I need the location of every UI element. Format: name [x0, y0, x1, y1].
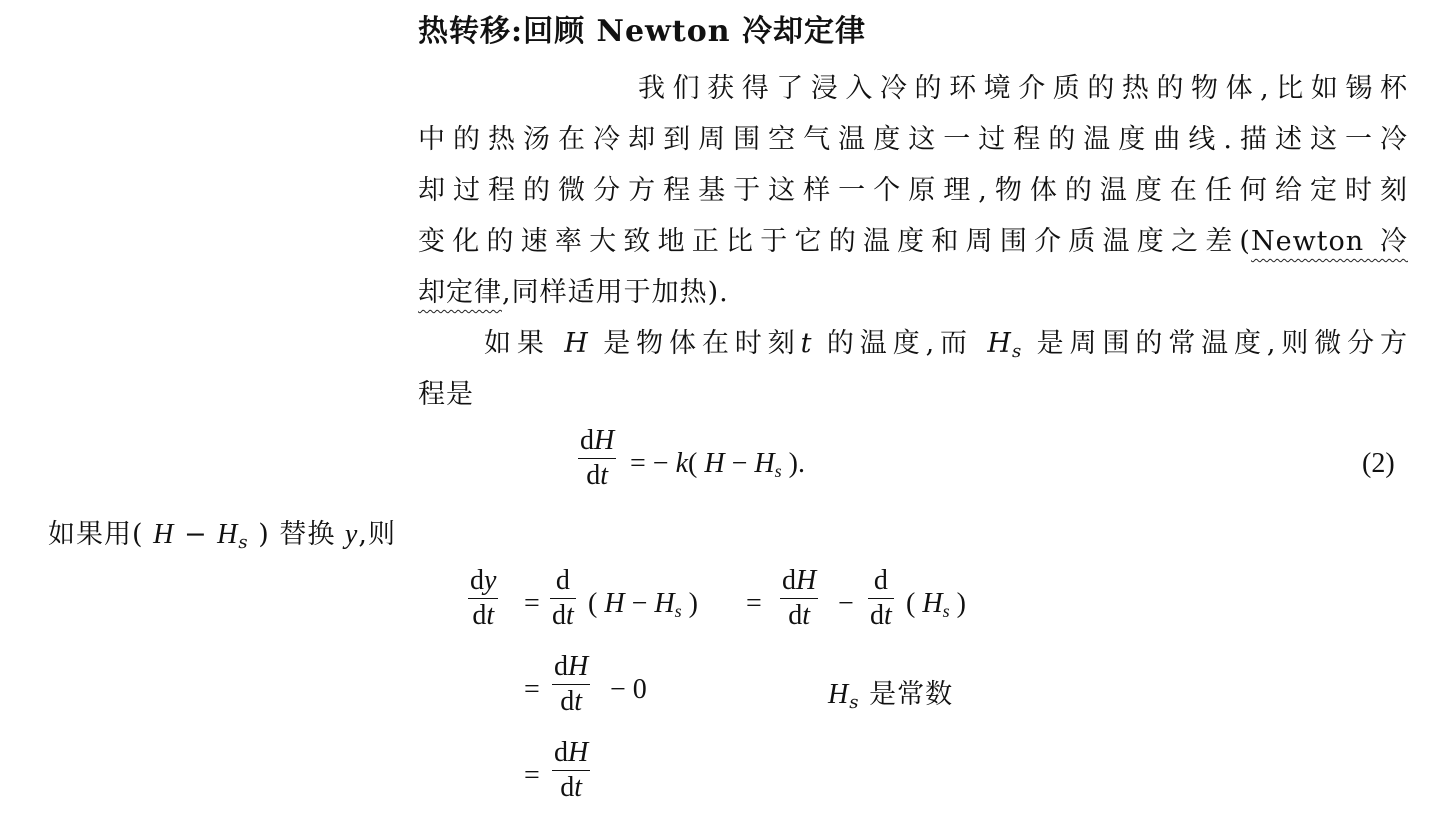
text: ).	[781, 448, 805, 479]
paragraph-line	[418, 267, 1408, 318]
var-H: H	[594, 425, 615, 456]
text: 是物体在时刻	[588, 328, 801, 359]
minus-zero: − 0	[610, 674, 647, 705]
subscript-s: s	[238, 532, 249, 553]
note-hs-constant: $H_s$ 是常数	[828, 679, 954, 713]
fraction-dy-dt: dy dt	[470, 565, 497, 631]
d: d	[580, 425, 594, 456]
text: 如果	[484, 328, 565, 359]
paragraph-line: 中的热汤在冷却到周围空气温度这一过程的温度曲线.描述这一冷	[418, 124, 1408, 155]
paragraph-line: 程是	[418, 379, 474, 410]
fraction-dH-dt	[578, 426, 616, 491]
var-Hs: H	[217, 519, 239, 550]
minus-sign: −	[838, 588, 854, 619]
var-k: k	[675, 448, 689, 479]
text: 是周围的常温度,则微分方	[1022, 328, 1408, 359]
section-heading: 热转移:回顾 Newton 冷却定律	[418, 14, 866, 49]
var-Hs: H	[754, 448, 775, 479]
text: 的温度,而	[812, 328, 988, 359]
substitution-line	[48, 512, 396, 553]
equation-rhs	[630, 448, 805, 482]
subscript-s: s	[774, 461, 782, 481]
var-Hs: H	[987, 328, 1012, 359]
text: ,则	[358, 519, 396, 550]
fraction-dH-dt: dH dt	[554, 737, 589, 803]
text: −	[174, 519, 218, 550]
fraction-d-dt: d dt	[552, 565, 574, 631]
paren-expression: ( $H_s$ )	[906, 588, 966, 621]
paren-expression: ( $H - H_s$ )	[588, 588, 698, 621]
var-t: t	[600, 460, 608, 491]
fraction-dH-dt: dH dt	[554, 651, 589, 717]
subscript-s: s	[1011, 341, 1023, 362]
var-t: t	[800, 328, 813, 359]
equals-sign: =	[524, 588, 540, 619]
equals-sign: =	[524, 674, 540, 705]
text: (	[688, 448, 705, 479]
text: = −	[630, 448, 676, 479]
newton-law-term: Newton 冷	[1250, 226, 1408, 257]
paragraph-line: 却过程的微分方程基于这样一个原理,物体的温度在任何给定时刻	[418, 175, 1408, 206]
equals-sign: =	[746, 588, 762, 619]
text: −	[724, 448, 755, 479]
fraction-dH-dt: dH dt	[782, 565, 817, 631]
var-H: H	[564, 328, 589, 359]
paragraph-text: ,同样适用于加热).	[502, 277, 729, 308]
d: d	[586, 460, 601, 491]
paragraph-text: 变化的速率大致地正比于它的温度和周围介质温度之差(	[418, 226, 1251, 257]
paragraph-line: 我们获得了浸入冷的环境介质的热的物体,比如锡杯	[638, 73, 1408, 104]
paragraph-line	[418, 216, 1408, 267]
equals-sign: =	[524, 760, 540, 791]
equation-number: (2)	[1362, 448, 1395, 479]
var-H: H	[153, 519, 175, 550]
fraction-d-dt: d dt	[870, 565, 892, 631]
var-y: y	[344, 519, 359, 550]
text: 如果用(	[48, 519, 154, 550]
text: ) 替换	[248, 519, 345, 550]
newton-law-term: 却定律	[418, 277, 502, 308]
var-H: H	[704, 448, 725, 479]
